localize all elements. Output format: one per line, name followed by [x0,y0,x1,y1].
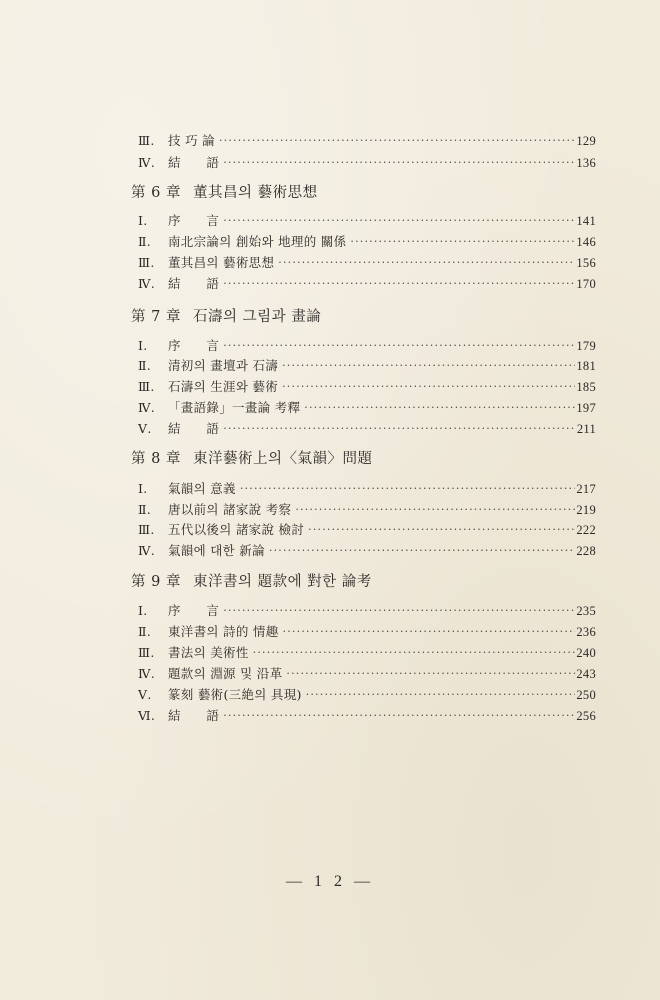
dot-leader [240,482,575,495]
entry-page-number: 240 [576,646,596,660]
toc-entry [138,643,596,661]
dot-leader [295,503,575,516]
entry-page-number: 256 [576,709,596,723]
dot-leader [223,339,575,352]
entry-page-number: 211 [576,422,596,436]
toc-entry [138,398,596,416]
entry-title: 「畫語錄」一畫論 考釋 [168,400,301,415]
entry-number: Ⅳ. [138,666,156,681]
dot-leader [278,256,575,269]
chapter-title: 石濤의 그림과 畫論 [192,309,322,325]
toc-entry [138,232,596,250]
chapter-heading [131,447,372,468]
toc-entry [138,211,596,229]
entry-page-number: 217 [576,482,596,496]
entry-number: Ⅵ. [138,708,156,723]
entry-number: Ⅰ. [138,338,148,353]
entry-title: 結 語 [168,708,220,723]
dot-leader [223,156,575,169]
entry-title: 序 言 [168,603,220,618]
toc-entry [138,520,596,538]
dot-leader [286,667,575,680]
entry-number: Ⅱ. [138,234,152,249]
entry-title: 南北宗論의 創始와 地理的 關係 [168,234,347,249]
entry-title: 東洋書의 詩的 情趣 [168,624,279,639]
dot-leader [308,523,575,536]
entry-title: 序 言 [168,338,220,353]
entry-page-number: 156 [576,256,596,270]
entry-number: Ⅲ. [138,645,155,660]
entry-title: 唐以前의 諸家說 考察 [168,502,292,517]
entry-number: Ⅱ. [138,502,152,517]
dot-leader [253,646,576,659]
entry-number: Ⅰ. [138,481,148,496]
entry-page-number: 141 [576,214,596,228]
toc-entry [138,153,596,171]
toc-entry [138,131,596,149]
toc-entry [138,274,596,292]
entry-page-number: 136 [576,156,596,170]
toc-entry [138,664,596,682]
dot-leader [306,688,576,701]
dot-leader [283,625,576,638]
entry-number: Ⅳ. [138,276,156,291]
chapter-heading [131,181,318,202]
chapter-label: 第 7 章 [131,309,181,325]
toc-entry [138,685,596,703]
dot-leader [223,604,575,617]
entry-page-number: 181 [576,359,596,373]
entry-title: 氣韻의 意義 [168,481,236,496]
entry-number: Ⅴ. [138,421,152,436]
entry-title: 結 語 [168,276,220,291]
dot-leader [269,544,575,557]
entry-number: Ⅳ. [138,543,156,558]
entry-page-number: 170 [576,277,596,291]
chapter-label: 第 6 章 [131,185,181,201]
toc-entry [138,706,596,724]
entry-number: Ⅲ. [138,255,155,270]
entry-page-number: 228 [576,544,596,558]
toc-entry [138,622,596,640]
dot-leader [223,422,576,435]
entry-title: 清初의 畫壇과 石濤 [168,358,279,373]
dot-leader [223,214,575,227]
entry-page-number: 129 [576,134,596,148]
entry-page-number: 219 [576,503,596,517]
entry-page-number: 243 [576,667,596,681]
toc-entry [138,356,596,374]
entry-page-number: 185 [576,380,596,394]
toc-entry [138,500,596,518]
dot-leader [350,235,575,248]
entry-number: Ⅲ. [138,379,155,394]
entry-page-number: 250 [576,688,596,702]
chapter-title: 東洋藝術上의〈氣韻〉問題 [192,451,373,467]
dot-leader [282,380,575,393]
dot-leader [282,359,575,372]
entry-title: 序 言 [168,213,220,228]
chapter-label: 第 9 章 [131,574,181,590]
entry-number: Ⅴ. [138,687,152,702]
entry-page-number: 236 [576,625,596,639]
toc-entry [138,601,596,619]
entry-number: Ⅲ. [138,522,155,537]
entry-number: Ⅰ. [138,603,148,618]
toc-entry [138,479,596,497]
chapter-heading [131,305,321,326]
toc-entry [138,377,596,395]
entry-title: 結 語 [168,155,220,170]
entry-number: Ⅰ. [138,213,148,228]
entry-page-number: 222 [576,523,596,537]
entry-page-number: 197 [576,401,596,415]
entry-number: Ⅳ. [138,400,156,415]
entry-title: 技 巧 論 [168,133,215,148]
entry-page-number: 146 [576,235,596,249]
entry-title: 氣韻에 대한 新論 [168,543,265,558]
entry-title: 題款의 淵源 및 沿革 [168,666,283,681]
dot-leader [223,277,575,290]
entry-title: 董其昌의 藝術思想 [168,255,275,270]
dot-leader [223,709,575,722]
entry-title: 結 語 [168,421,220,436]
entry-title: 五代以後의 諸家說 檢討 [168,522,305,537]
entry-number: Ⅳ. [138,155,156,170]
entry-number: Ⅱ. [138,624,152,639]
entry-number: Ⅲ. [138,133,155,148]
entry-title: 石濤의 生涯와 藝術 [168,379,279,394]
toc-entry [138,419,596,437]
toc-entry [138,541,596,559]
chapter-heading [131,570,372,591]
dot-leader [304,401,575,414]
toc-entry [138,336,596,354]
chapter-title: 董其昌의 藝術思想 [192,185,318,201]
entry-page-number: 179 [576,339,596,353]
page-number-footer: — 1 2 — [286,873,374,890]
entry-page-number: 235 [576,604,596,618]
entry-title: 篆刻 藝術(三絶의 具現) [168,687,302,702]
toc-entry [138,253,596,271]
chapter-title: 東洋書의 題款에 對한 論考 [192,574,372,590]
dot-leader [219,134,575,147]
entry-title: 書法의 美術性 [168,645,249,660]
chapter-label: 第 8 章 [131,451,181,467]
entry-number: Ⅱ. [138,358,152,373]
